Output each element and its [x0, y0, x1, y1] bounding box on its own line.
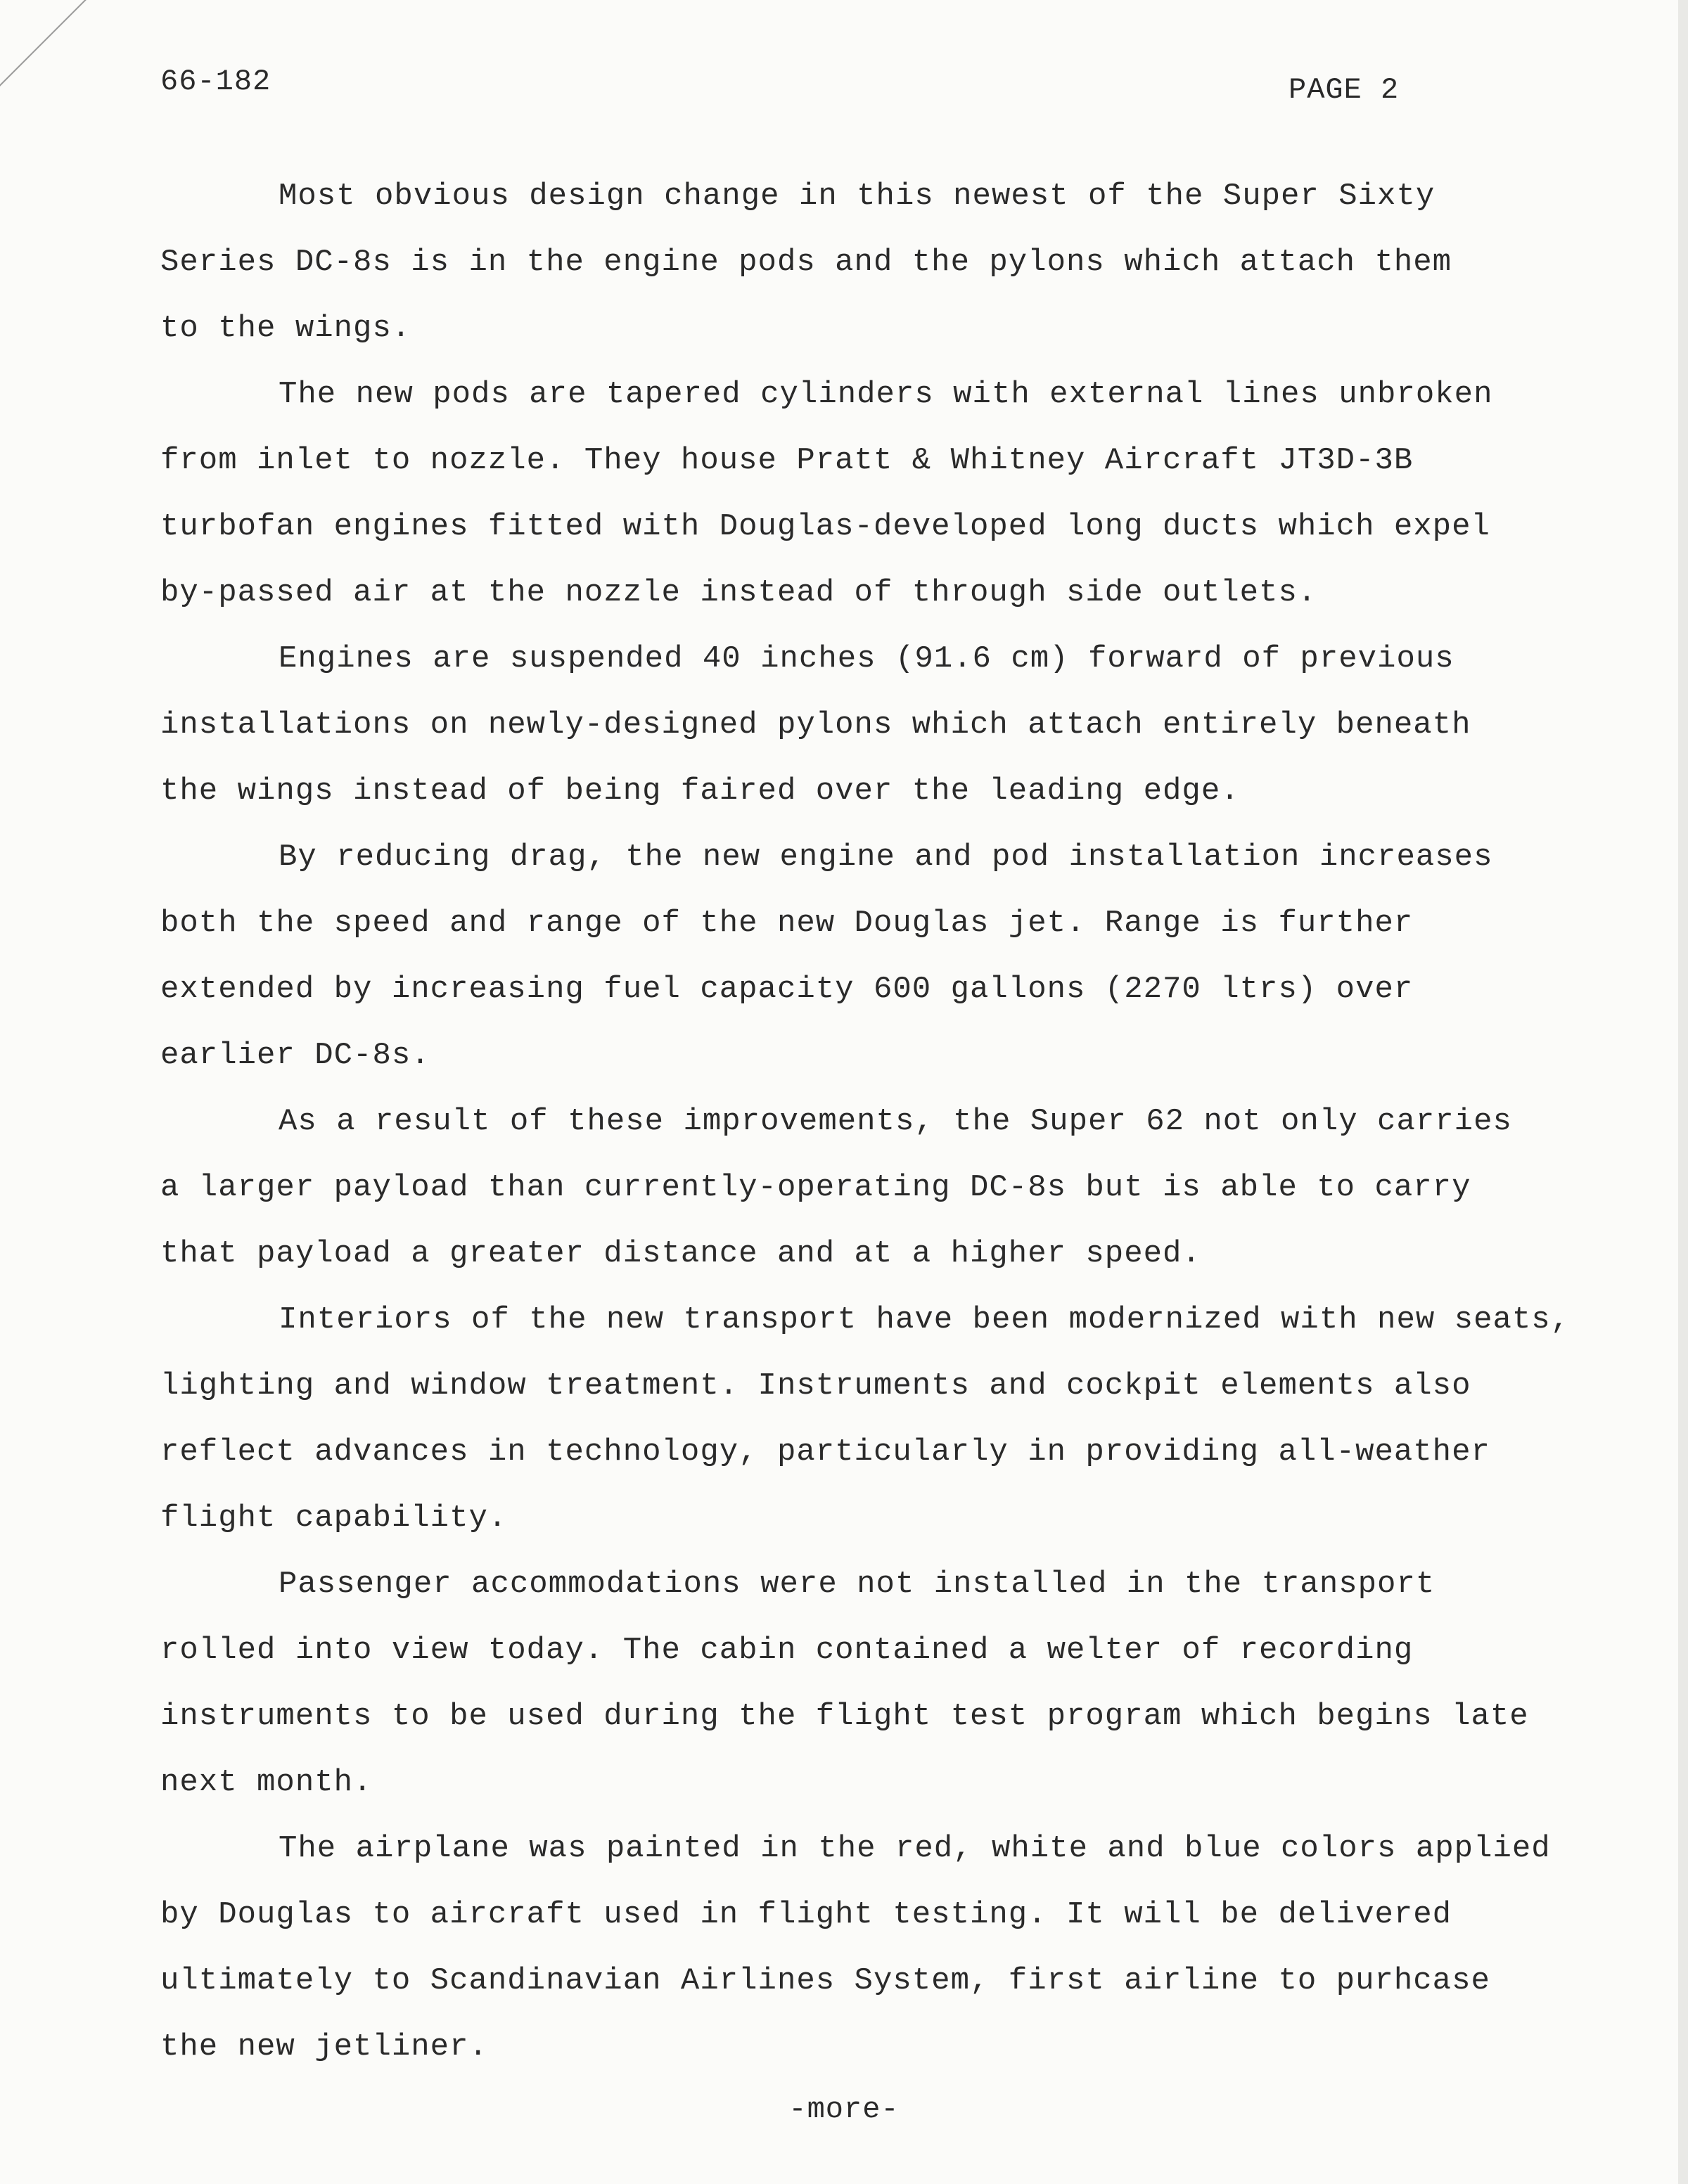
paragraph-improvements: As a result of these improvements, the Super 62 not only carries a larger payload than currently-operating DC-8s but is able to carry that payload a greater distance and at a higher speed.: [160, 1104, 1512, 1271]
paragraph-drag: By reducing drag, the new engine and pod installation increases both the speed and range of the new Douglas jet. Range is further extended by increasing fuel capacity 600 gallons (2270 ltrs) over earlier DC-8s.: [160, 840, 1493, 1073]
paragraph-pods: The new pods are tapered cylinders with external lines unbroken from inlet to nozzle. They house Pratt & Whitney Aircraft JT3D-3B turbofan engines fitted with Douglas-developed long ducts which expel by-passed air at the nozzle instead of through side outlets.: [160, 377, 1493, 610]
page-number: PAGE 2: [1289, 73, 1400, 107]
document-id: 66-182: [160, 65, 271, 98]
body-text: [160, 163, 1623, 2080]
paragraph-engines: Engines are suspended 40 inches (91.6 cm) forward of previous installations on newly-designed pylons which attach entirely beneath the wings instead of being faired over the leading edge.: [160, 641, 1471, 809]
paragraph-design-change: Most obvious design change in this newest of the Super Sixty Series DC-8s is in the engine pods and the pylons which attach them to the wings.: [160, 179, 1452, 346]
paragraph-interiors: Interiors of the new transport have been modernized with new seats, lighting and window treatment. Instruments and cockpit elements also reflect advances in technology, particularly in providing all-weather flight capability.: [160, 1302, 1571, 1536]
page-edge-shadow: [1678, 0, 1688, 2184]
corner-fold-mark: [0, 0, 136, 99]
paragraph-paint: The airplane was painted in the red, white and blue colors applied by Douglas to aircraft used in flight testing. It will be delivered ultimately to Scandinavian Airlines System, first airline to purhcase the new jetliner.: [160, 1831, 1551, 2064]
paragraph-passenger: Passenger accommodations were not installed in the transport rolled into view today. The cabin contained a welter of recording instruments to be used during the flight test program which begins late next month.: [160, 1567, 1529, 1800]
continuation-marker: -more-: [788, 2093, 900, 2126]
